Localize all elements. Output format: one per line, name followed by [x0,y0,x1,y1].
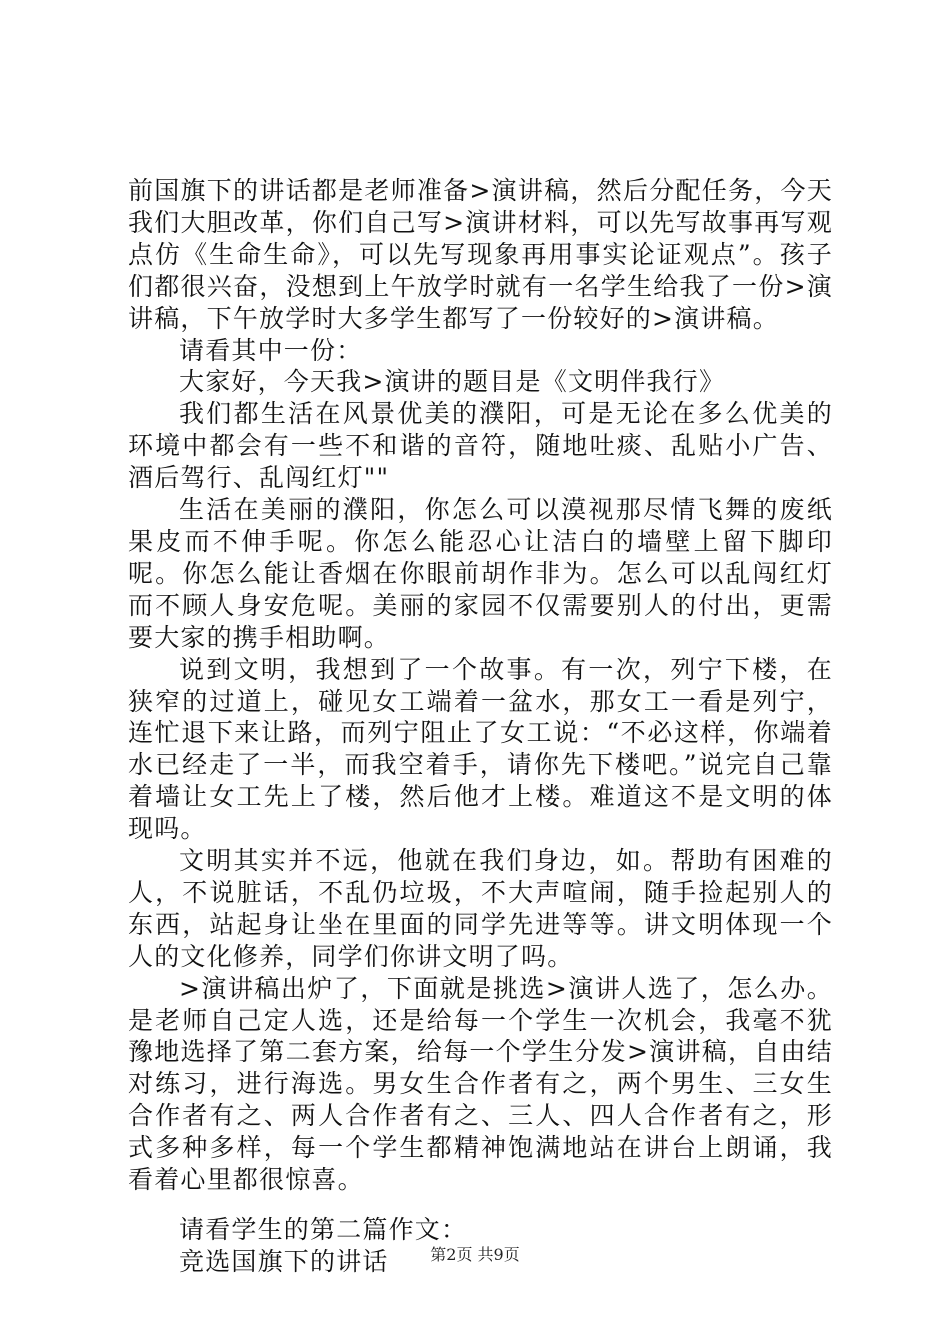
paragraph-speech-3: 说到文明，我想到了一个故事。有一次，列宁下楼，在狭窄的过道上，碰见女工端着一盆水，那女工一看是列宁，连忙退下来让路，而列宁阻止了女工说：“不必这样，你端着水已经走了一半，而我空着手，请你先下楼吧。”说完自己靠着墙让女工先上了楼，然后他才上楼。难道这不是文明的体现吗。 [128,654,833,844]
paragraph-selection: >演讲稿出炉了，下面就是挑选>演讲人选了，怎么办。是老师自己定人选，还是给每一个学生一次机会，我毫不犹豫地选择了第二套方案，给每一个学生分发>演讲稿，自由结对练习，进行海选。男女生合作者有之，两个男生、三女生合作者有之、两人合作者有之、三人、四人合作者有之，形式多种多样，每一个学生都精神饱满地站在讲台上朗诵，我看着心里都很惊喜。 [128,973,833,1195]
paragraph-speech-greeting: 大家好，今天我>演讲的题目是《文明伴我行》 [179,367,726,397]
paragraph-intro-sample: 请看其中一份： [179,335,363,365]
page-number-footer: 第2页 共9页 [430,1245,520,1264]
paragraph-second-essay-title: 竞选国旗下的讲话 [179,1246,389,1276]
paragraph-speech-1: 我们都生活在风景优美的濮阳，可是无论在多么优美的环境中都会有一些不和谐的音符，随地吐痰、乱贴小广告、酒后驾行、乱闯红灯"" [128,399,833,493]
document-body [128,175,833,1278]
paragraph-second-essay-intro: 请看学生的第二篇作文： [179,1215,468,1244]
paragraph-continuation: 前国旗下的讲话都是老师准备>演讲稿，然后分配任务，今天我们大胆改革，你们自己写>演讲材料，可以先写故事再写观点仿《生命生命》，可以先写现象再用事实论证观点”。孩子们都很兴奋，没想到上午放学时就有一名学生给我了一份>演讲稿，下午放学时大多学生都写了一份较好的>演讲稿。 [128,176,833,333]
paragraph-speech-4: 文明其实并不远，他就在我们身边，如。帮助有困难的人，不说脏话，不乱仍垃圾，不大声喧闹，随手捡起别人的东西，站起身让坐在里面的同学先进等等。讲文明体现一个人的文化修养，同学们你讲文明了吗。 [128,846,833,971]
paragraph-speech-2: 生活在美丽的濮阳，你怎么可以漠视那尽情飞舞的废纸果皮而不伸手呢。你怎么能忍心让洁白的墙壁上留下脚印呢。你怎么能让香烟在你眼前胡作非为。怎么可以乱闯红灯而不顾人身安危呢。美丽的家园不仅需要别人的付出，更需要大家的携手相助啊。 [128,495,833,652]
